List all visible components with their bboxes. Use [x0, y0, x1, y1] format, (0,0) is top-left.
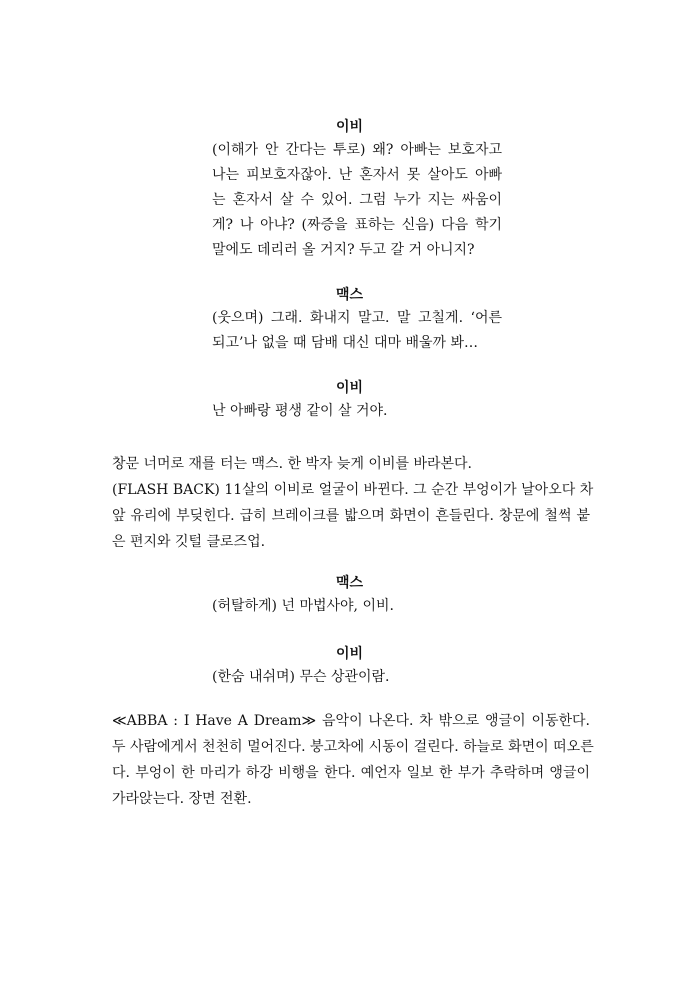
dialogue-line: 말에도 데리러 올 거지? 두고 갈 거 아니지? [212, 242, 475, 258]
dialogue-block [212, 399, 502, 424]
dialogue-line: 게? 나 아냐? (짜증을 표하는 신음) 다음 학기 [212, 217, 502, 233]
action-line: 가라앉는다. 장면 전환. [112, 791, 252, 807]
dialogue-block [212, 665, 502, 690]
dialogue-block [212, 306, 502, 356]
dialogue-line: 나는 피보호자잖아. 난 혼자서 못 살아도 아빠 [212, 167, 502, 183]
action-block [112, 451, 594, 555]
character-name-ibi: 이비 [335, 646, 364, 662]
action-line: 두 사람에게서 천천히 멀어진다. 붕고차에 시동이 걸린다. 하늘로 화면이 떠오른 [112, 739, 594, 755]
dialogue-line: 는 혼자서 살 수 있어. 그럼 누가 지는 싸움이 [212, 192, 502, 208]
action-line: 앞 유리에 부딪힌다. 급히 브레이크를 밟으며 화면이 흔들린다. 창문에 철썩 붙 [112, 508, 590, 524]
action-line: 은 편지와 깃털 클로즈업. [112, 534, 266, 550]
dialogue-line: 되고’나 없을 때 담배 대신 대마 배울까 봐… [212, 335, 478, 351]
dialogue-line: 난 아빠랑 평생 같이 살 거야. [212, 403, 388, 419]
character-name-max: 맥스 [335, 575, 364, 591]
character-name-ibi: 이비 [335, 119, 364, 135]
dialogue-line: (한숨 내쉬며) 무슨 상관이람. [212, 669, 390, 685]
action-line: 다. 부엉이 한 마리가 하강 비행을 한다. 예언자 일보 한 부가 추락하며 앵글이 [112, 765, 590, 781]
action-line: ≪ABBA : I Have A Dream≫ 음악이 나온다. 차 밖으로 앵글이 이동한다. [112, 713, 590, 729]
dialogue-line: (허탈하게) 넌 마법사야, 이비. [212, 598, 394, 614]
character-name-max: 맥스 [335, 287, 364, 303]
dialogue-line: (이해가 안 간다는 투로) 왜? 아빠는 보호자고 [212, 142, 502, 158]
dialogue-line: (웃으며) 그래. 화내지 말고. 말 고칠게. ‘어른 [212, 310, 502, 326]
action-line: 창문 너머로 재를 터는 맥스. 한 박자 늦게 이비를 바라본다. [112, 456, 473, 472]
dialogue-block [212, 138, 502, 263]
action-block [112, 708, 594, 812]
character-name-ibi: 이비 [335, 380, 364, 396]
action-line: (FLASH BACK) 11살의 이비로 얼굴이 바뀐다. 그 순간 부엉이가 날아오다 차 [112, 482, 594, 498]
dialogue-block [212, 594, 502, 619]
